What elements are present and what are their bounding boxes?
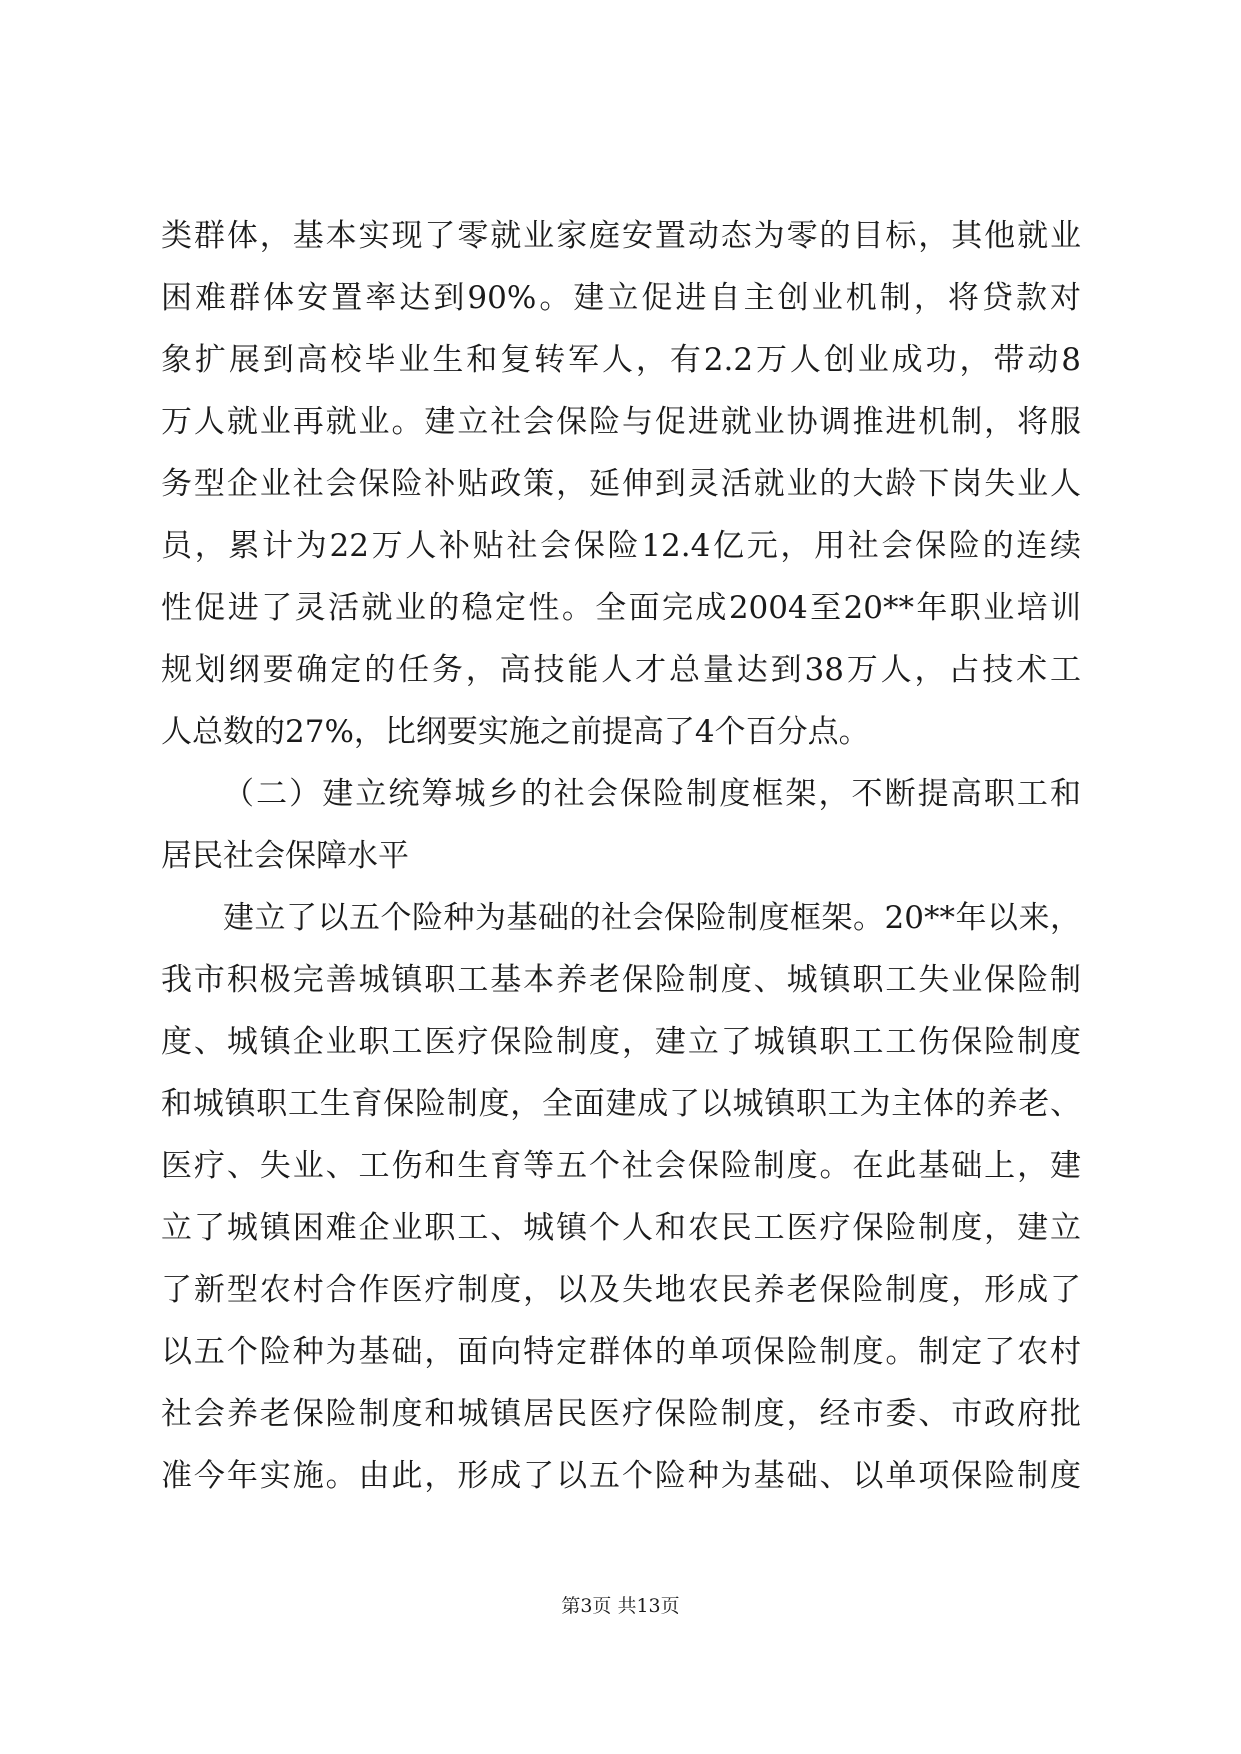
text-line: 以五个险种为基础，面向特定群体的单项保险制度。制定了农村 [161,1334,1081,1370]
text-line: 医疗、失业、工伤和生育等五个社会保险制度。在此基础上，建 [161,1148,1081,1184]
text-line: 象扩展到高校毕业生和复转军人，有2.2万人创业成功，带动8 [161,342,1081,378]
text-line: 社会养老保险制度和城镇居民医疗保险制度，经市委、市政府批 [161,1396,1081,1432]
text-line: 困难群体安置率达到90%。建立促进自主创业机制，将贷款对 [161,280,1081,316]
text-line: 立了城镇困难企业职工、城镇个人和农民工医疗保险制度，建立 [161,1210,1081,1246]
text-line: 我市积极完善城镇职工基本养老保险制度、城镇职工失业保险制 [161,962,1081,998]
section-heading-line: （二）建立统筹城乡的社会保险制度框架，不断提高职工和 [223,776,1081,812]
text-line: 员，累计为22万人补贴社会保险12.4亿元，用社会保险的连续 [161,528,1081,564]
text-line: 了新型农村合作医疗制度，以及失地农民养老保险制度，形成了 [161,1272,1081,1308]
text-line: 万人就业再就业。建立社会保险与促进就业协调推进机制，将服 [161,404,1081,440]
section-heading-line: 居民社会保障水平 [161,838,409,874]
text-line: 准今年实施。由此，形成了以五个险种为基础、以单项保险制度 [161,1458,1081,1494]
text-line: 人总数的27%，比纲要实施之前提高了4个百分点。 [161,714,870,750]
text-line: 性促进了灵活就业的稳定性。全面完成2004至20**年职业培训 [161,590,1081,626]
text-line: 度、城镇企业职工医疗保险制度，建立了城镇职工工伤保险制度 [161,1024,1081,1060]
text-line: 建立了以五个险种为基础的社会保险制度框架。20**年以来， [223,900,1081,936]
text-line: 规划纲要确定的任务，高技能人才总量达到38万人，占技术工 [161,652,1081,688]
text-line: 务型企业社会保险补贴政策，延伸到灵活就业的大龄下岗失业人 [161,466,1081,502]
text-line: 类群体，基本实现了零就业家庭安置动态为零的目标，其他就业 [161,218,1081,254]
page-number: 第3页 共13页 [561,1595,680,1617]
text-line: 和城镇职工生育保险制度，全面建成了以城镇职工为主体的养老、 [161,1086,1081,1122]
